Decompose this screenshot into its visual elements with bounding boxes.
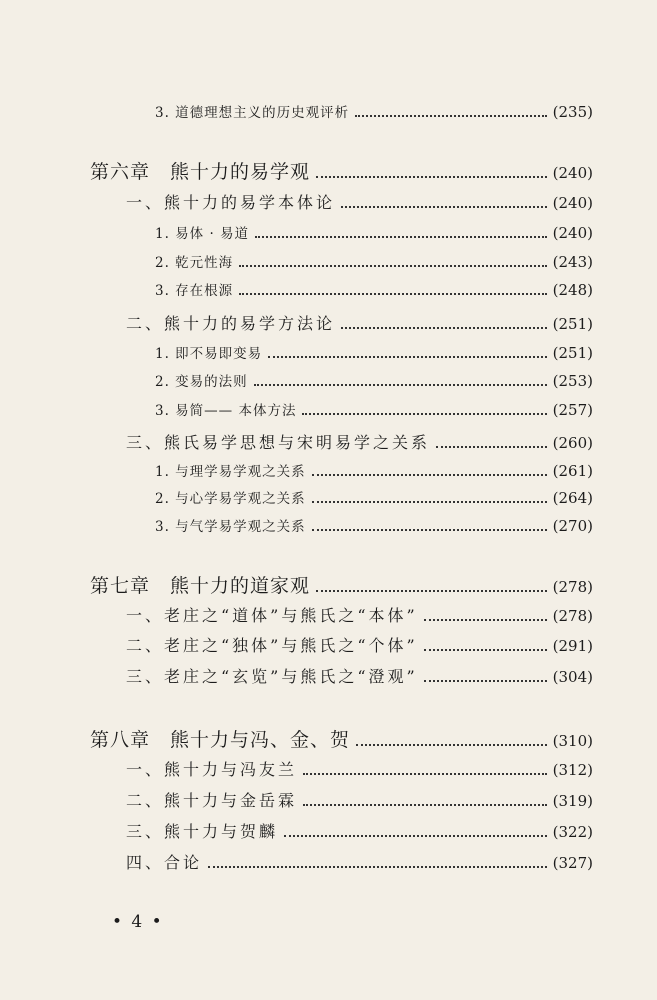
toc-entry-title: 1. 易体 · 易道 [155, 226, 250, 242]
toc-section [126, 757, 593, 780]
dot-leader [316, 589, 547, 592]
dot-leader [312, 473, 547, 476]
toc-section [126, 633, 593, 656]
toc-entry [155, 101, 593, 122]
toc-section-page: (312) [552, 761, 593, 779]
dot-leader [208, 865, 547, 868]
toc-entry-page: (257) [552, 401, 593, 419]
dot-leader [239, 292, 546, 295]
toc-section [126, 311, 593, 334]
dot-leader [424, 679, 547, 682]
page-number: • 4 • [112, 912, 164, 932]
toc-section-title: 三、熊氏易学思想与宋明易学之关系 [126, 433, 431, 452]
toc-chapter-page: (310) [552, 732, 593, 750]
toc-entry [155, 460, 593, 481]
toc-chapter [90, 725, 593, 752]
toc-section-title: 一、老庄之“道体”与熊氏之“本体” [126, 606, 418, 625]
toc-section [126, 430, 593, 453]
toc-entry-page: (240) [552, 224, 593, 242]
toc-section-title: 一、熊十力与冯友兰 [126, 760, 298, 779]
toc-entry-page: (248) [552, 281, 593, 299]
dot-leader [303, 772, 547, 775]
dot-leader [424, 618, 547, 621]
toc-section-page: (304) [552, 668, 593, 686]
dot-leader [356, 743, 547, 746]
toc-section [126, 850, 593, 873]
dot-leader [255, 235, 547, 238]
toc-section-page: (319) [552, 792, 593, 810]
toc-entry-title: 1. 即不易即变易 [155, 346, 263, 362]
dot-leader [239, 264, 546, 267]
dot-leader [268, 355, 546, 358]
toc-entry [155, 487, 593, 508]
dot-leader [355, 114, 546, 117]
toc-entry [155, 515, 593, 536]
toc-chapter-title: 第六章 熊十力的易学观 [90, 161, 311, 183]
toc-entry [155, 399, 593, 420]
dot-leader [424, 648, 547, 651]
dot-leader [341, 205, 547, 208]
toc-entry-title: 2. 与心学易学观之关系 [155, 491, 306, 507]
toc-section-page: (240) [552, 194, 593, 212]
toc-entry-page: (253) [552, 372, 593, 390]
toc-entry-title: 3. 与气学易学观之关系 [155, 519, 306, 535]
toc-entry-page: (243) [552, 253, 593, 271]
toc-entry-page: (235) [552, 103, 593, 121]
toc-chapter-title: 第八章 熊十力与冯、金、贺 [90, 729, 351, 751]
toc-entry-title: 1. 与理学易学观之关系 [155, 464, 306, 480]
toc-chapter [90, 157, 593, 184]
toc-chapter [90, 571, 593, 598]
toc-entry-page: (251) [552, 344, 593, 362]
toc-entry-title: 3. 道德理想主义的历史观评析 [155, 105, 350, 121]
toc-section [126, 603, 593, 626]
toc-section-title: 四、合论 [126, 853, 203, 872]
toc-section-page: (260) [552, 434, 593, 452]
toc-entry-title: 3. 易简—— 本体方法 [155, 403, 297, 419]
dot-leader [302, 412, 546, 415]
dot-leader [316, 175, 547, 178]
toc-section-page: (327) [552, 854, 593, 872]
toc-section [126, 664, 593, 687]
toc-section-title: 二、老庄之“独体”与熊氏之“个体” [126, 636, 418, 655]
toc-section [126, 788, 593, 811]
dot-leader [284, 834, 547, 837]
toc-section [126, 190, 593, 213]
toc-section-title: 二、熊十力与金岳霖 [126, 791, 298, 810]
dot-leader [312, 500, 547, 503]
toc-entry-page: (264) [552, 489, 593, 507]
toc-section-page: (251) [552, 315, 593, 333]
toc-chapter-title: 第七章 熊十力的道家观 [90, 575, 311, 597]
toc-chapter-page: (240) [552, 164, 593, 182]
toc-section [126, 819, 593, 842]
dot-leader [254, 383, 547, 386]
toc-section-page: (278) [552, 607, 593, 625]
toc-chapter-page: (278) [552, 578, 593, 596]
toc-entry [155, 370, 593, 391]
toc-section-title: 三、熊十力与贺麟 [126, 822, 279, 841]
toc-section-title: 三、老庄之“玄览”与熊氏之“澄观” [126, 667, 418, 686]
toc-section-page: (291) [552, 637, 593, 655]
dot-leader [303, 803, 547, 806]
toc-entry-title: 2. 变易的法则 [155, 374, 248, 390]
dot-leader [341, 326, 547, 329]
toc-entry [155, 342, 593, 363]
toc-entry-page: (261) [552, 462, 593, 480]
toc-section-title: 二、熊十力的易学方法论 [126, 314, 336, 333]
toc-entry-title: 3. 存在根源 [155, 283, 234, 299]
toc-section-title: 一、熊十力的易学本体论 [126, 193, 336, 212]
toc-entry-page: (270) [552, 517, 593, 535]
toc-entry-title: 2. 乾元性海 [155, 255, 234, 271]
dot-leader [436, 445, 547, 448]
toc-section-page: (322) [552, 823, 593, 841]
toc-entry [155, 222, 593, 243]
dot-leader [312, 528, 547, 531]
toc-entry [155, 251, 593, 272]
toc-entry [155, 279, 593, 300]
